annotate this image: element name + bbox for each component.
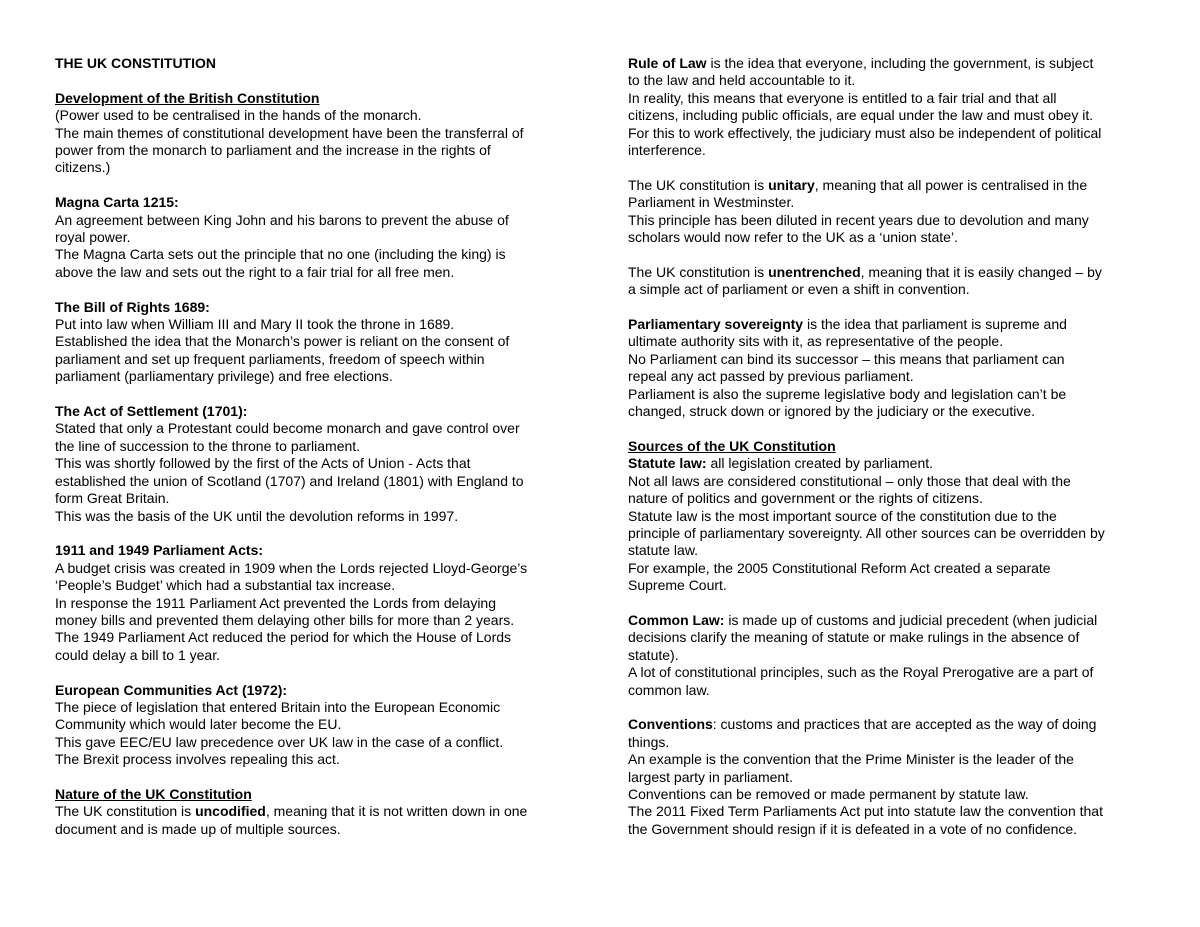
text-line: For example, the 2005 Constitutional Reform Act created a separate xyxy=(628,559,1051,576)
text-line: In response the 1911 Parliament Act prevented the Lords from delaying xyxy=(55,594,497,611)
text-line: nature of politics and government or the rights of citizens. xyxy=(628,490,983,507)
text-line xyxy=(628,177,1156,194)
text-line: largest party in parliament. xyxy=(628,768,793,785)
text-line: a simple act of parliament or even a shift in convention. xyxy=(628,281,970,298)
text-run: all legislation created by parliament. xyxy=(706,455,934,472)
section-parliament-acts xyxy=(55,542,573,664)
text-run: , meaning that all power is centralised in the xyxy=(814,176,1088,193)
text-line: Stated that only a Protestant could become monarch and gave control over xyxy=(55,420,520,437)
section-heading: Development of the British Constitution xyxy=(55,89,320,106)
text-line: statute). xyxy=(628,646,679,663)
text-run: The UK constitution is xyxy=(628,263,769,280)
text-line xyxy=(628,455,1156,472)
text-line: interference. xyxy=(628,142,706,159)
text-line: This gave EEC/EU law precedence over UK law in the case of a conflict. xyxy=(55,733,504,750)
text-line: Community which would later become the EU. xyxy=(55,716,342,733)
text-line xyxy=(628,264,1156,281)
text-line: The main themes of constitutional development have been the transferral of xyxy=(55,124,524,141)
text-line: scholars would now refer to the UK as a ‘union state’. xyxy=(628,229,958,246)
section-nature xyxy=(55,786,573,838)
text-line: This was shortly followed by the first of the Acts of Union - Acts that xyxy=(55,455,471,472)
section-heading: 1911 and 1949 Parliament Acts: xyxy=(55,542,264,559)
text-run: : customs and practices that are accepted as the way of doing xyxy=(712,716,1097,733)
text-run: is the idea that everyone, including the government, is subject xyxy=(706,55,1094,71)
key-term: Parliamentary sovereignty xyxy=(628,316,804,333)
text-line: decisions clarify the meaning of statute or make rulings in the absence of xyxy=(628,629,1080,646)
text-line: statute law. xyxy=(628,542,699,559)
section-heading: Nature of the UK Constitution xyxy=(55,785,252,802)
section-unitary xyxy=(628,177,1156,247)
text-line: Statute law is the most important source of the constitution due to the xyxy=(628,507,1057,524)
text-line: things. xyxy=(628,733,670,750)
document-title: THE UK CONSTITUTION xyxy=(55,55,216,71)
text-line xyxy=(55,803,573,820)
section-heading: The Bill of Rights 1689: xyxy=(55,298,210,315)
section-heading: Sources of the UK Constitution xyxy=(628,437,836,454)
text-line: above the law and sets out the right to a fair trial for all free men. xyxy=(55,263,455,280)
text-line: This principle has been diluted in recent years due to devolution and many xyxy=(628,211,1089,228)
text-line: power from the monarch to parliament and the increase in the rights of xyxy=(55,142,491,159)
text-line: The Magna Carta sets out the principle that no one (including the king) is xyxy=(55,246,506,263)
text-line: Not all laws are considered constitutional – only those that deal with the xyxy=(628,472,1071,489)
key-term: unentrenched xyxy=(768,263,861,280)
key-term: uncodified xyxy=(195,803,266,820)
key-term: Statute law: xyxy=(628,455,707,472)
section-conventions xyxy=(628,716,1156,838)
text-line: established the union of Scotland (1707) and Ireland (1801) with England to xyxy=(55,472,524,489)
text-line: Put into law when William III and Mary II took the throne in 1689. xyxy=(55,316,455,333)
text-run: , meaning that it is easily changed – by xyxy=(860,263,1102,280)
section-parliamentary-sovereignty xyxy=(628,316,1156,420)
text-line: ‘People’s Budget’ which had a substantial tax increase. xyxy=(55,577,396,594)
text-line: This was the basis of the UK until the devolution reforms in 1997. xyxy=(55,507,459,524)
text-line: citizens, including public officials, are equal under the law and must obey it. xyxy=(628,107,1094,124)
section-unentrenched xyxy=(628,264,1156,299)
text-line: Supreme Court. xyxy=(628,577,727,594)
text-line: The Brexit process involves repealing this act. xyxy=(55,751,340,768)
text-line: Parliament is also the supreme legislative body and legislation can’t be xyxy=(628,385,1067,402)
section-sources xyxy=(628,438,1156,595)
right-column xyxy=(628,55,1156,856)
text-line: (Power used to be centralised in the hands of the monarch. xyxy=(55,107,422,124)
section-common-law xyxy=(628,612,1156,699)
text-line: Parliament in Westminster. xyxy=(628,194,795,211)
text-line: parliament and set up frequent parliaments, freedom of speech within xyxy=(55,350,485,367)
text-line: common law. xyxy=(628,681,710,698)
section-bill-of-rights xyxy=(55,299,573,386)
key-term: Common Law: xyxy=(628,611,725,628)
section-magna-carta xyxy=(55,194,573,281)
text-line: citizens.) xyxy=(55,159,111,176)
text-line: could delay a bill to 1 year. xyxy=(55,646,220,663)
key-term: unitary xyxy=(768,176,815,193)
text-line: The 2011 Fixed Term Parliaments Act put into statute law the convention that xyxy=(628,803,1103,820)
text-line: The piece of legislation that entered Britain into the European Economic xyxy=(55,698,501,715)
text-line: principle of parliamentary sovereignty. All other sources can be overridden by xyxy=(628,524,1105,541)
text-line: A lot of constitutional principles, such as the Royal Prerogative are a part of xyxy=(628,664,1094,681)
text-line: In reality, this means that everyone is entitled to a fair trial and that all xyxy=(628,89,1057,106)
text-line: A budget crisis was created in 1909 when the Lords rejected Lloyd-George’s xyxy=(55,559,528,576)
section-heading: The Act of Settlement (1701): xyxy=(55,403,248,420)
text-line: Established the idea that the Monarch’s power is reliant on the consent of xyxy=(55,333,510,350)
text-line: royal power. xyxy=(55,229,131,246)
text-run: is the idea that parliament is supreme and xyxy=(803,316,1067,333)
key-term: Rule of Law xyxy=(628,55,707,71)
text-line: the line of succession to the throne to parliament. xyxy=(55,437,361,454)
text-line: the Government should resign if it is defeated in a vote of no confidence. xyxy=(628,820,1078,837)
text-line: No Parliament can bind its successor – this means that parliament can xyxy=(628,350,1065,367)
text-line xyxy=(628,612,1156,629)
text-line: parliament (parliamentary privilege) and free elections. xyxy=(55,368,393,385)
text-line: to the law and held accountable to it. xyxy=(628,72,856,89)
text-line xyxy=(628,716,1156,733)
text-line: The 1949 Parliament Act reduced the period for which the House of Lords xyxy=(55,629,512,646)
text-line: An agreement between King John and his barons to prevent the abuse of xyxy=(55,211,509,228)
text-line: Conventions can be removed or made permanent by statute law. xyxy=(628,785,1029,802)
text-run: The UK constitution is xyxy=(628,176,769,193)
text-line xyxy=(628,316,1156,333)
text-line: An example is the convention that the Prime Minister is the leader of the xyxy=(628,751,1074,768)
text-line: For this to work effectively, the judiciary must also be independent of political xyxy=(628,124,1102,141)
text-line: document and is made up of multiple sources. xyxy=(55,820,341,837)
text-line: ultimate authority sits with it, as representative of the people. xyxy=(628,333,1004,350)
text-run: , meaning that it is not written down in one xyxy=(265,803,528,820)
section-heading: European Communities Act (1972): xyxy=(55,681,288,698)
key-term: Conventions xyxy=(628,716,713,733)
left-column xyxy=(55,55,573,856)
section-rule-of-law xyxy=(628,55,1156,159)
text-line: repeal any act passed by previous parliament. xyxy=(628,368,914,385)
text-run: The UK constitution is xyxy=(55,803,196,820)
text-line: changed, struck down or ignored by the judiciary or the executive. xyxy=(628,403,1036,420)
section-european-communities-act xyxy=(55,682,573,769)
text-line: money bills and prevented them delaying other bills for more than 2 years. xyxy=(55,611,515,628)
text-run: is made up of customs and judicial precedent (when judicial xyxy=(724,611,1098,628)
section-heading: Magna Carta 1215: xyxy=(55,194,179,211)
text-line xyxy=(628,55,1156,72)
text-line: form Great Britain. xyxy=(55,490,170,507)
section-development xyxy=(55,90,573,177)
section-act-of-settlement xyxy=(55,403,573,525)
